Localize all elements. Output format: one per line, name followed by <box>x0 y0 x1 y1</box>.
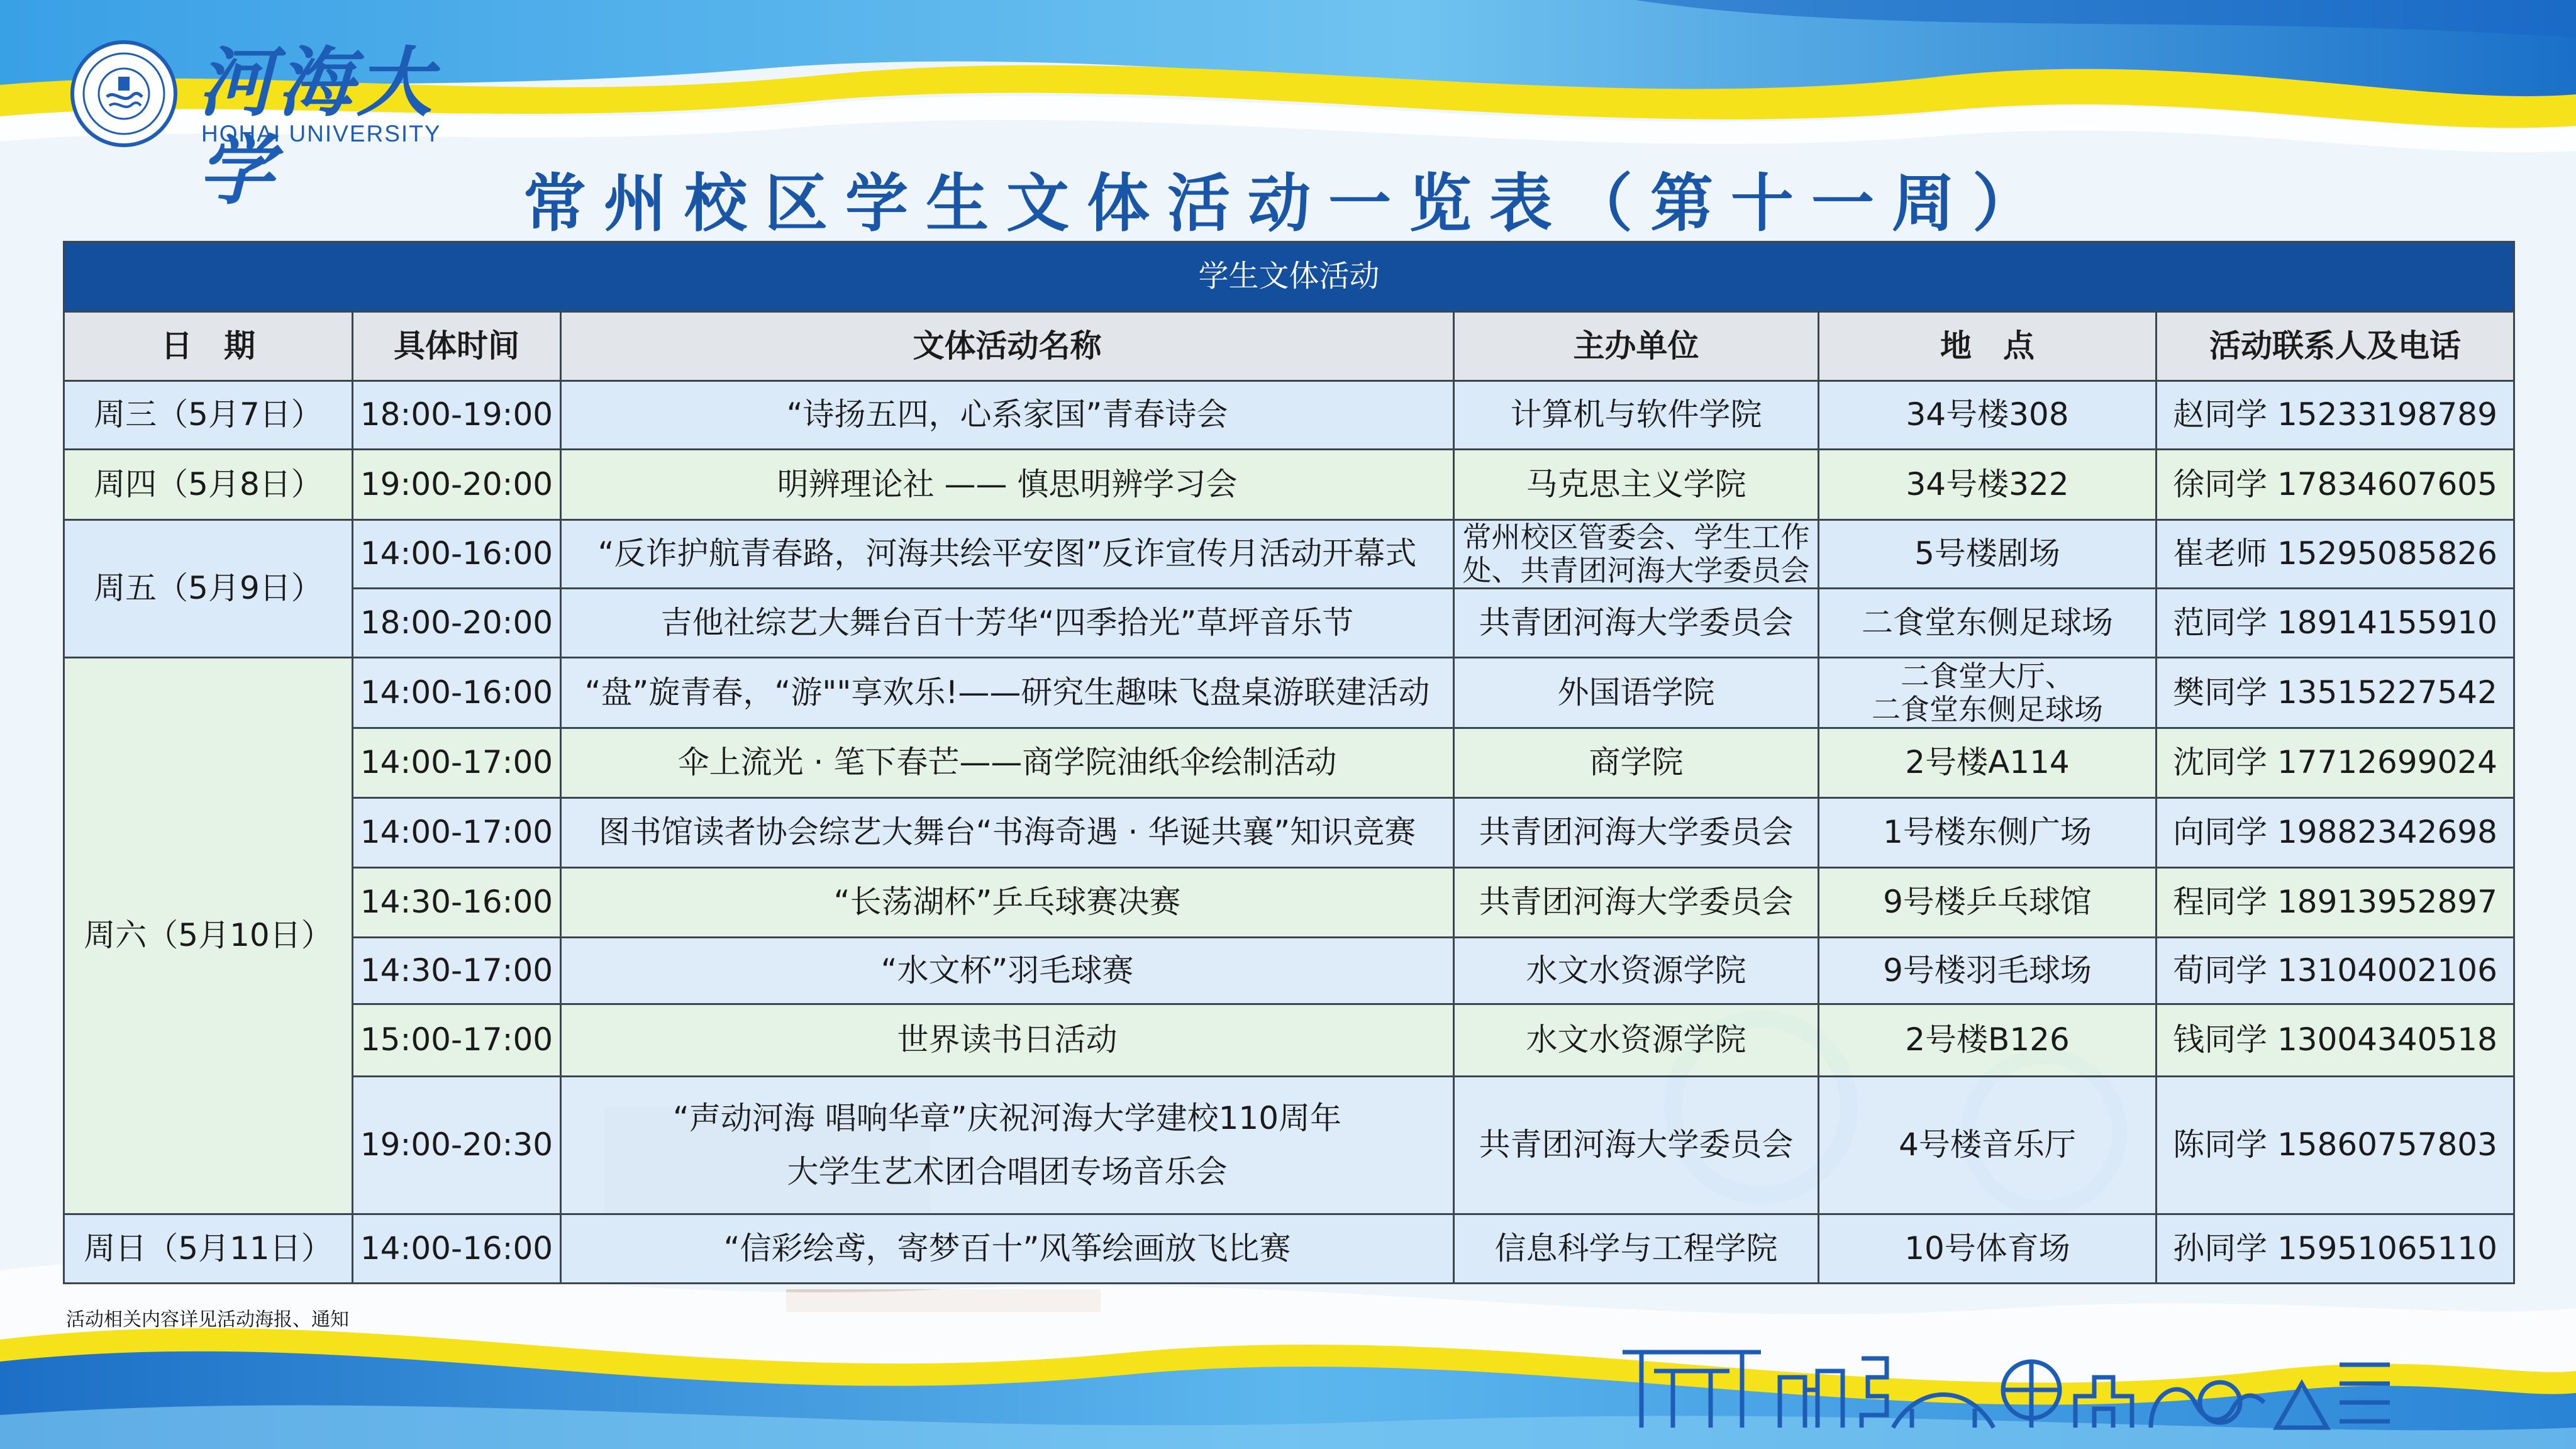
location-line: 二食堂大厅、 <box>1901 658 2074 693</box>
location-cell: 1号楼东侧广场 <box>1819 798 2157 868</box>
column-header-contact: 活动联系人及电话 <box>2157 312 2514 381</box>
time-cell: 14:00-17:00 <box>353 798 561 868</box>
column-header-location: 地 点 <box>1819 312 2157 381</box>
location-line: 二食堂东侧足球场 <box>1872 692 2103 726</box>
contact-cell: 向同学 19882342698 <box>2157 798 2514 868</box>
time-cell: 14:00-17:00 <box>353 728 561 798</box>
organizer-cell: 水文水资源学院 <box>1454 938 1819 1004</box>
contact-cell: 范同学 18914155910 <box>2157 589 2514 658</box>
organizer-cell: 商学院 <box>1454 728 1819 798</box>
table-row <box>64 938 2514 1004</box>
contact-cell: 孙同学 15951065110 <box>2157 1214 2514 1284</box>
organizer-cell: 马克思主义学院 <box>1454 450 1819 520</box>
organizer-line: 常州校区管委会、学生工作 <box>1462 520 1810 555</box>
time-cell: 19:00-20:00 <box>353 450 561 520</box>
contact-cell: 程同学 18913952897 <box>2157 868 2514 938</box>
footnote: 活动相关内容详见活动海报、通知 <box>66 1309 349 1331</box>
column-header-organizer: 主办单位 <box>1454 312 1819 381</box>
date-cell: 周日（5月11日） <box>64 1214 353 1284</box>
location-cell <box>1819 658 2157 728</box>
campus-skyline-icon <box>1616 1340 2396 1434</box>
activity-name-line: 大学生艺术团合唱团专场音乐会 <box>787 1153 1228 1190</box>
organizer-cell: 计算机与软件学院 <box>1454 381 1819 450</box>
table-row <box>64 1214 2514 1284</box>
time-cell: 14:30-16:00 <box>353 868 561 938</box>
contact-cell: 陈同学 15860757803 <box>2157 1077 2514 1214</box>
location-cell: 34号楼308 <box>1819 381 2157 450</box>
contact-cell: 荀同学 13104002106 <box>2157 938 2514 1004</box>
time-cell: 14:30-17:00 <box>353 938 561 1004</box>
location-cell: 9号楼乒乓球馆 <box>1819 868 2157 938</box>
organizer-line: 处、共青团河海大学委员会 <box>1462 553 1810 587</box>
activity-name-cell: “盘”旋青春，“游""享欢乐!——研究生趣味飞盘桌游联建活动 <box>561 658 1454 728</box>
date-cell: 周五（5月9日） <box>64 520 353 658</box>
table-row <box>64 868 2514 938</box>
location-cell: 5号楼剧场 <box>1819 520 2157 589</box>
time-cell: 19:00-20:30 <box>353 1077 561 1214</box>
date-cell: 周六（5月10日） <box>64 658 353 1214</box>
activity-name-cell: 明辨理论社 —— 慎思明辨学习会 <box>561 450 1454 520</box>
table-row <box>64 728 2514 798</box>
location-cell: 34号楼322 <box>1819 450 2157 520</box>
contact-cell: 徐同学 17834607605 <box>2157 450 2514 520</box>
time-cell: 15:00-17:00 <box>353 1004 561 1077</box>
time-cell: 18:00-20:00 <box>353 589 561 658</box>
column-header-date: 日 期 <box>64 312 353 381</box>
time-cell: 14:00-16:00 <box>353 1214 561 1284</box>
activity-name-cell: 图书馆读者协会综艺大舞台“书海奇遇 · 华诞共襄”知识竞赛 <box>561 798 1454 868</box>
organizer-cell: 共青团河海大学委员会 <box>1454 589 1819 658</box>
contact-cell: 樊同学 13515227542 <box>2157 658 2514 728</box>
location-cell: 2号楼A114 <box>1819 728 2157 798</box>
university-logo <box>69 38 447 215</box>
contact-cell: 沈同学 17712699024 <box>2157 728 2514 798</box>
column-header-time: 具体时间 <box>353 312 561 381</box>
activity-name-cell <box>561 1077 1454 1214</box>
section-header-row <box>64 242 2514 312</box>
table-row <box>64 1077 2514 1214</box>
activity-name-cell: 世界读书日活动 <box>561 1004 1454 1077</box>
organizer-cell: 共青团河海大学委员会 <box>1454 868 1819 938</box>
activity-name-cell: “水文杯”羽毛球赛 <box>561 938 1454 1004</box>
activity-name-cell: “诗扬五四，心系家国”青春诗会 <box>561 381 1454 450</box>
column-header-activity-name: 文体活动名称 <box>561 312 1454 381</box>
location-cell: 9号楼羽毛球场 <box>1819 938 2157 1004</box>
time-cell: 14:00-16:00 <box>353 520 561 589</box>
activity-name-cell: 吉他社综艺大舞台百十芳华“四季拾光”草坪音乐节 <box>561 589 1454 658</box>
contact-cell: 赵同学 15233198789 <box>2157 381 2514 450</box>
logo-chinese-name: 河海大学 <box>198 38 436 215</box>
table-row <box>64 589 2514 658</box>
activity-schedule-table <box>63 241 2515 1284</box>
activity-name-line: “声动河海 唱响华章”庆祝河海大学建校110周年 <box>672 1100 1342 1136</box>
date-cell: 周四（5月8日） <box>64 450 353 520</box>
organizer-cell: 信息科学与工程学院 <box>1454 1214 1819 1284</box>
location-cell: 10号体育场 <box>1819 1214 2157 1284</box>
activity-name-cell: 伞上流光 · 笔下春芒——商学院油纸伞绘制活动 <box>561 728 1454 798</box>
column-header-row <box>64 312 2514 381</box>
organizer-cell: 共青团河海大学委员会 <box>1454 798 1819 868</box>
contact-cell: 崔老师 15295085826 <box>2157 520 2514 589</box>
university-seal-icon <box>69 39 179 149</box>
table-row <box>64 520 2514 589</box>
organizer-cell: 外国语学院 <box>1454 658 1819 728</box>
location-cell: 二食堂东侧足球场 <box>1819 589 2157 658</box>
section-title: 学生文体活动 <box>64 242 2514 312</box>
activity-name-cell: “信彩绘鸢，寄梦百十”风筝绘画放飞比赛 <box>561 1214 1454 1284</box>
activity-name-cell: “反诈护航青春路，河海共绘平安图”反诈宣传月活动开幕式 <box>561 520 1454 589</box>
table-row <box>64 798 2514 868</box>
table-row <box>64 450 2514 520</box>
organizer-cell: 共青团河海大学委员会 <box>1454 1077 1819 1214</box>
page-title: 常州校区学生文体活动一览表（第十一周） <box>523 167 2053 240</box>
table-row <box>64 1004 2514 1077</box>
organizer-cell <box>1454 520 1819 589</box>
table-row <box>64 658 2514 728</box>
location-cell: 2号楼B126 <box>1819 1004 2157 1077</box>
time-cell: 18:00-19:00 <box>353 381 561 450</box>
contact-cell: 钱同学 13004340518 <box>2157 1004 2514 1077</box>
table-row <box>64 381 2514 450</box>
time-cell: 14:00-16:00 <box>353 658 561 728</box>
organizer-cell: 水文水资源学院 <box>1454 1004 1819 1077</box>
location-cell: 4号楼音乐厅 <box>1819 1077 2157 1214</box>
date-cell: 周三（5月7日） <box>64 381 353 450</box>
logo-english-name: HOHAI UNIVERSITY <box>201 121 441 147</box>
activity-name-cell: “长荡湖杯”乒乓球赛决赛 <box>561 868 1454 938</box>
